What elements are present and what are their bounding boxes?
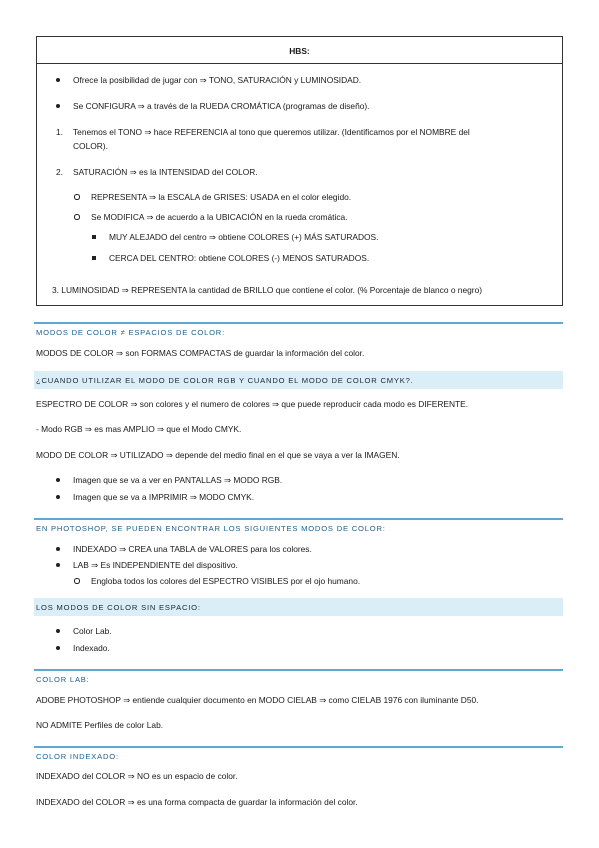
modos-text: MODOS DE COLOR ⇒ son FORMAS COMPACTAS de guardar la información del color. [36, 348, 365, 358]
section-heading-lab: COLOR LAB: [36, 675, 90, 684]
square-bullet-icon [92, 235, 96, 239]
section-rule [34, 746, 563, 748]
section-heading-modos: MODOS DE COLOR ≠ ESPACIOS DE COLOR: [36, 328, 225, 337]
cuando-paragraph-3: MODO DE COLOR ⇒ UTILIZADO ⇒ depende del medio final en el que se vaya a ver la IMAGEN. [36, 450, 400, 460]
hbs-bullet-2: Se CONFIGURA ⇒ a través de la RUEDA CROMÁTICA (programas de diseño). [73, 101, 370, 111]
lab-paragraph-1: ADOBE PHOTOSHOP ⇒ entiende cualquier documento en MODO CIELAB ⇒ como CIELAB 1976 con iluminante D50. [36, 695, 479, 705]
section-heading-sin-espacio: LOS MODOS DE COLOR SIN ESPACIO: [36, 603, 201, 612]
bullet-icon [56, 646, 60, 650]
circle-bullet-icon [74, 214, 80, 220]
bullet-icon [56, 78, 60, 82]
section-rule [34, 322, 563, 324]
sin-espacio-bullet-1: Color Lab. [73, 626, 112, 636]
cuando-paragraph-1: ESPECTRO DE COLOR ⇒ son colores y el numero de colores ⇒ que puede reproducir cada modo es DIFERENTE. [36, 399, 469, 409]
photoshop-bullet-1: INDEXADO ⇒ CREA una TABLA de VALORES para los colores. [73, 544, 312, 554]
section-heading-photoshop: EN PHOTOSHOP, SE PUEDEN ENCONTRAR LOS SIGUIENTES MODOS DE COLOR: [36, 524, 386, 533]
circle-bullet-icon [74, 578, 80, 584]
hbs-item-1-number: 1. [56, 127, 63, 137]
bullet-icon [56, 547, 60, 551]
hbs-subsub-item-2: CERCA DEL CENTRO: obtiene COLORES (-) MENOS SATURADOS. [109, 253, 370, 263]
square-bullet-icon [92, 256, 96, 260]
hbs-sub-item-1: REPRESENTA ⇒ la ESCALA de GRISES: USADA en el color elegido. [91, 192, 352, 202]
section-heading-cuando: ¿CUANDO UTILIZAR EL MODO DE COLOR RGB Y CUANDO EL MODO DE COLOR CMYK?. [36, 376, 414, 385]
hbs-item-1-line-2: COLOR). [73, 141, 108, 151]
bullet-icon [56, 478, 60, 482]
bullet-icon [56, 495, 60, 499]
indexado-paragraph-2: INDEXADO del COLOR ⇒ es una forma compacta de guardar la información del color. [36, 797, 358, 807]
hbs-box-header [37, 37, 562, 64]
section-heading-indexado: COLOR INDEXADO: [36, 752, 119, 761]
indexado-paragraph-1: INDEXADO del COLOR ⇒ NO es un espacio de color. [36, 771, 238, 781]
hbs-subsub-item-1: MUY ALEJADO del centro ⇒ obtiene COLORES (+) MÁS SATURADOS. [109, 232, 379, 242]
hbs-item-1-line-1: Tenemos el TONO ⇒ hace REFERENCIA al tono que queremos utilizar. (Identificamos por el NOMBRE del [73, 127, 470, 137]
hbs-title: HBS: [289, 46, 310, 56]
circle-bullet-icon [74, 194, 80, 200]
cuando-bullet-2: Imagen que se va a IMPRIMIR ⇒ MODO CMYK. [73, 492, 255, 502]
hbs-sub-item-2: Se MODIFICA ⇒ de acuerdo a la UBICACIÓN en la rueda cromática. [91, 212, 348, 222]
hbs-bullet-1: Ofrece la posibilidad de jugar con ⇒ TONO, SATURACIÓN y LUMINOSIDAD. [73, 75, 362, 85]
photoshop-sub-bullet: Engloba todos los colores del ESPECTRO VISIBLES por el ojo humano. [91, 576, 361, 586]
bullet-icon [56, 563, 60, 567]
hbs-item-2-number: 2. [56, 167, 63, 177]
bullet-icon [56, 104, 60, 108]
section-rule [34, 669, 563, 671]
cuando-bullet-1: Imagen que se va a ver en PANTALLAS ⇒ MODO RGB. [73, 475, 283, 485]
lab-paragraph-2: NO ADMITE Perfiles de color Lab. [36, 720, 164, 730]
cuando-paragraph-2: - Modo RGB ⇒ es mas AMPLIO ⇒ que el Modo CMYK. [36, 424, 242, 434]
hbs-item-2-text: SATURACIÓN ⇒ es la INTENSIDAD del COLOR. [73, 167, 258, 177]
hbs-item-3-text: 3. LUMINOSIDAD ⇒ REPRESENTA la cantidad de BRILLO que contiene el color. (% Porcentaje de blanco o negro) [52, 285, 483, 295]
bullet-icon [56, 629, 60, 633]
sin-espacio-bullet-2: Indexado. [73, 643, 110, 653]
section-rule [34, 518, 563, 520]
photoshop-bullet-2: LAB ⇒ Es INDEPENDIENTE del dispositivo. [73, 560, 238, 570]
